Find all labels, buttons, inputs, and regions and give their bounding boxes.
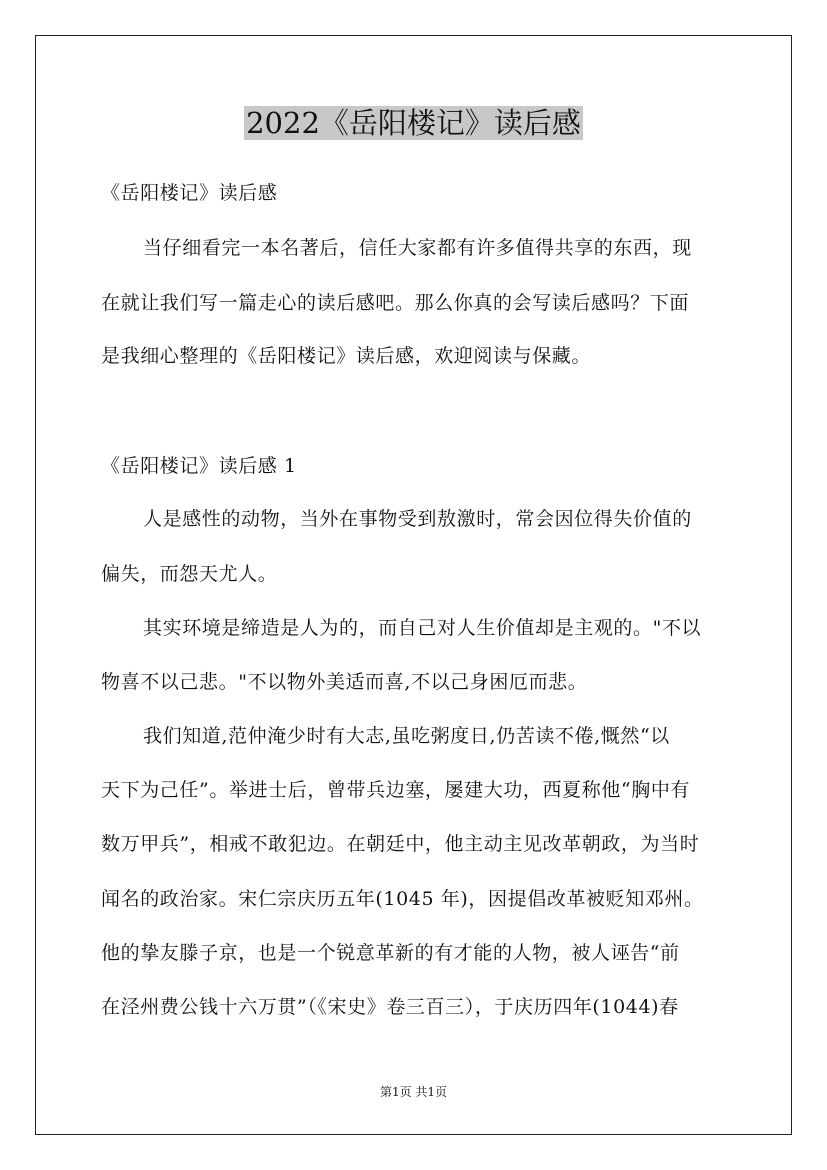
paragraph-line: 闻名的政治家。宋仁宗庆历五年(1045 年)，因提倡改革被贬知邓州。 [101,888,704,910]
document-title [0,103,827,143]
document-subtitle: 《岳阳楼记》读后感 [101,182,278,204]
intro-line: 在就让我们写一篇走心的读后感吧。那么你真的会写读后感吗？下面 [101,292,690,314]
paragraph-line: 他的挚友滕子京，也是一个锐意革新的有才能的人物，被人诬告“前 [101,942,680,964]
page-footer: 第1页 共1页 [379,1085,448,1099]
intro-line: 当仔细看完一本名著后，信任大家都有许多值得共享的东西，现 [143,237,692,259]
intro-line: 是我细心整理的《岳阳楼记》读后感，欢迎阅读与保藏。 [101,345,592,367]
paragraph-line: 偏失，而怨天尤人。 [101,563,278,585]
paragraph-line: 天下为己任”。举进士后，曾带兵边塞，屡建大功，西夏称他“胸中有 [101,779,691,801]
document-title-text: 2022《岳阳楼记》读后感 [246,106,581,140]
paragraph-line: 物喜不以己悲。"不以物外美适而喜,不以己身困厄而悲。 [101,671,588,693]
paragraph-line: 人是感性的动物，当外在事物受到敖激时，常会因位得失价值的 [143,508,692,530]
paragraph-line: 数万甲兵”，相戒不敢犯边。在朝廷中，他主动主见改革朝政，为当时 [101,833,700,855]
section-heading: 《岳阳楼记》读后感 1 [101,455,297,477]
paragraph-line: 在泾州费公钱十六万贯”（《宋史》卷三百三），于庆历四年(1044)春 [101,996,679,1018]
paragraph-line: 我们知道,范仲淹少时有大志,虽吃粥度日,仍苦读不倦,慨然“以 [143,725,670,747]
paragraph-line: 其实环境是缔造是人为的，而自己对人生价值却是主观的。"不以 [143,617,702,639]
